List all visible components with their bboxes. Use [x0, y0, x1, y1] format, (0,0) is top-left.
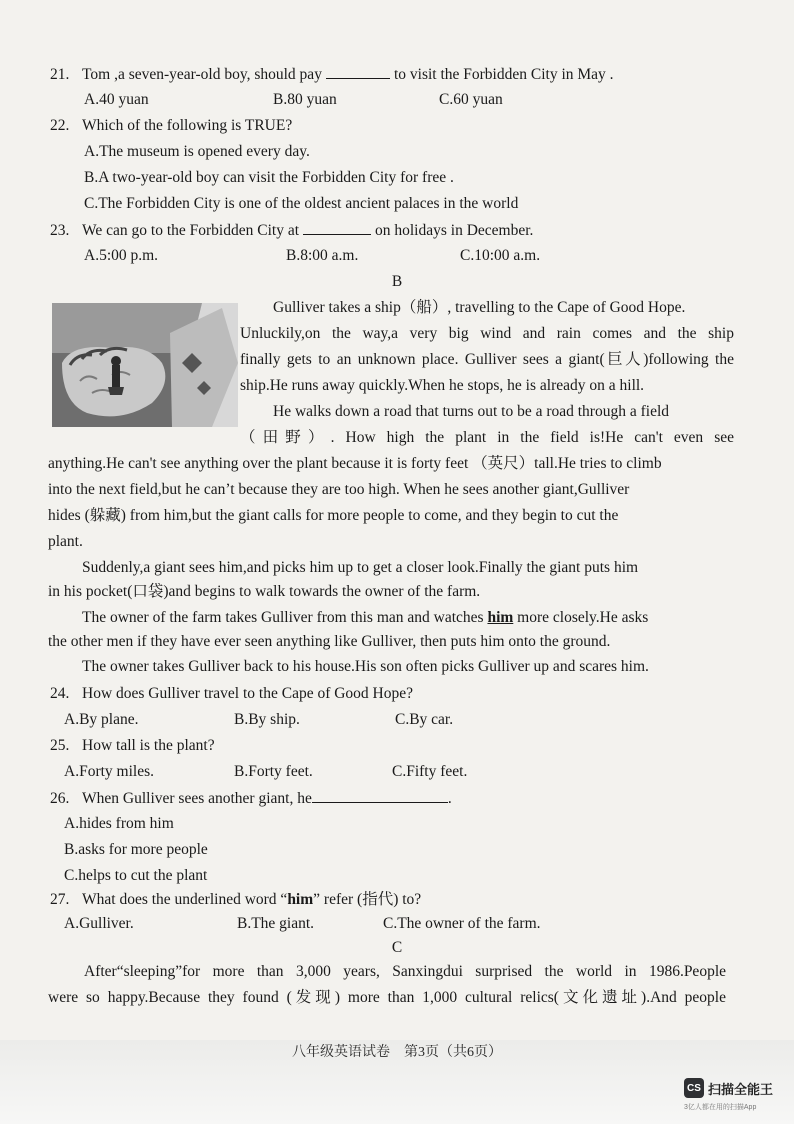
- answer-blank: [312, 788, 448, 803]
- passage-c-line: were so happy.Because they found (发现) more than 1,000 cultural relics(文化遗址).And people: [48, 989, 726, 1006]
- passage-b-line: in his pocket(口袋)and begins to walk towards the owner of the farm.: [48, 583, 481, 600]
- passage-text: The owner of the farm takes Gulliver from this man and watches: [82, 609, 484, 626]
- option-a: A.hides from him: [64, 815, 174, 832]
- question-25: [50, 736, 215, 756]
- passage-b-line: hides (躲藏) from him,but the giant calls for more people to come, and they begin to cut the: [48, 507, 619, 524]
- underlined-word-him: him: [487, 609, 514, 626]
- option-c: C.The owner of the farm.: [383, 915, 541, 932]
- gulliver-hand-illustration: [52, 303, 238, 427]
- passage-b-line: He walks down a road that turns out to be a road through a field: [273, 403, 670, 420]
- scanner-brand: [684, 1078, 773, 1098]
- question-number: 21.: [50, 66, 70, 83]
- option-c: C.Fifty feet.: [392, 763, 468, 780]
- option-b: B.8:00 a.m.: [286, 247, 359, 264]
- option-c: C.The Forbidden City is one of the oldest ancient palaces in the world: [84, 195, 519, 212]
- question-stem-end: ” refer (指代) to?: [313, 891, 422, 908]
- question-number: 27.: [50, 891, 70, 908]
- question-21: [50, 64, 614, 85]
- question-24: [50, 684, 413, 704]
- option-b: B.Forty feet.: [234, 763, 313, 780]
- question-stem-end: on holidays in December.: [375, 222, 534, 239]
- question-number: 26.: [50, 790, 70, 807]
- option-b: B.A two-year-old boy can visit the Forbidden City for free .: [84, 169, 454, 186]
- passage-b-line: ship.He runs away quickly.When he stops, he is already on a hill.: [240, 377, 645, 394]
- passage-b-line: plant.: [48, 533, 83, 550]
- passage-b-line: the other men if they have ever seen anything like Gulliver, then puts him onto the ground.: [48, 633, 611, 650]
- passage-b-line: Unluckily,on the way,a very big wind and rain comes and the ship: [240, 325, 734, 342]
- brand-tagline: 3亿人都在用的扫描App: [684, 1104, 757, 1111]
- question-stem: How does Gulliver travel to the Cape of Good Hope?: [82, 685, 414, 702]
- answer-blank: [303, 220, 371, 235]
- option-a: A.Forty miles.: [64, 763, 154, 780]
- option-a: A.40 yuan: [84, 91, 149, 108]
- passage-c-line: After“sleeping”for more than 3,000 years, Sanxingdui surprised the world in 1986.People: [84, 963, 726, 980]
- option-b: B.asks for more people: [64, 841, 208, 858]
- question-stem: How tall is the plant?: [82, 737, 215, 754]
- question-26: [50, 788, 452, 809]
- passage-text: more closely.He asks: [517, 609, 649, 626]
- camscanner-logo-icon: CS: [684, 1078, 704, 1098]
- option-c: C.10:00 a.m.: [460, 247, 541, 264]
- option-b: B.The giant.: [237, 915, 315, 932]
- option-c: C.By car.: [395, 711, 454, 728]
- section-b-heading: B: [391, 273, 403, 290]
- passage-b-line: anything.He can't see anything over the plant because it is forty feet （英尺）tall.He tries to climb: [48, 455, 662, 472]
- question-stem: We can go to the Forbidden City at: [82, 222, 299, 239]
- passage-b-line: The owner takes Gulliver back to his house.His son often picks Gulliver up and scares him.: [82, 658, 649, 675]
- question-22: [50, 116, 292, 136]
- answer-blank: [326, 64, 390, 79]
- passage-b-line: finally gets to an unknown place. Gulliver sees a giant(巨人)following the: [240, 351, 734, 368]
- option-b: B.80 yuan: [273, 91, 337, 108]
- passage-b-line: into the next field,but he can’t because they are too high. When he sees another giant,Gulliver: [48, 481, 630, 498]
- option-a: A.Gulliver.: [64, 915, 134, 932]
- passage-b-line: [82, 608, 648, 628]
- passage-b-line: Gulliver takes a ship（船）, travelling to the Cape of Good Hope.: [273, 299, 686, 316]
- section-c-heading: C: [391, 939, 403, 956]
- question-27: [50, 890, 421, 910]
- passage-b-line: Suddenly,a giant sees him,and picks him up to get a closer look.Finally the giant puts him: [82, 559, 639, 576]
- passage-b-line: （田野）. How high the plant in the field is!He can't even see: [240, 429, 734, 446]
- option-c: C.60 yuan: [439, 91, 503, 108]
- option-b: B.By ship.: [234, 711, 300, 728]
- question-number: 22.: [50, 117, 70, 134]
- question-stem-end: to visit the Forbidden City in May .: [393, 66, 614, 83]
- quoted-word-him: him: [287, 891, 314, 908]
- brand-name: 扫描全能王: [708, 1081, 774, 1097]
- page-footer: 八年级英语试卷 第3页（共6页）: [292, 1045, 502, 1060]
- option-a: A.5:00 p.m.: [84, 247, 159, 264]
- option-a: A.The museum is opened every day.: [84, 143, 310, 160]
- question-number: 24.: [50, 685, 70, 702]
- question-stem: What does the underlined word “: [82, 891, 288, 908]
- question-stem: Which of the following is TRUE?: [82, 117, 293, 134]
- question-stem-end: .: [447, 790, 452, 807]
- option-a: A.By plane.: [64, 711, 139, 728]
- question-number: 25.: [50, 737, 70, 754]
- question-number: 23.: [50, 222, 70, 239]
- question-stem: When Gulliver sees another giant, he: [82, 790, 312, 807]
- question-stem: Tom ,a seven-year-old boy, should pay: [82, 66, 322, 83]
- question-23: [50, 220, 533, 241]
- option-c: C.helps to cut the plant: [64, 867, 208, 884]
